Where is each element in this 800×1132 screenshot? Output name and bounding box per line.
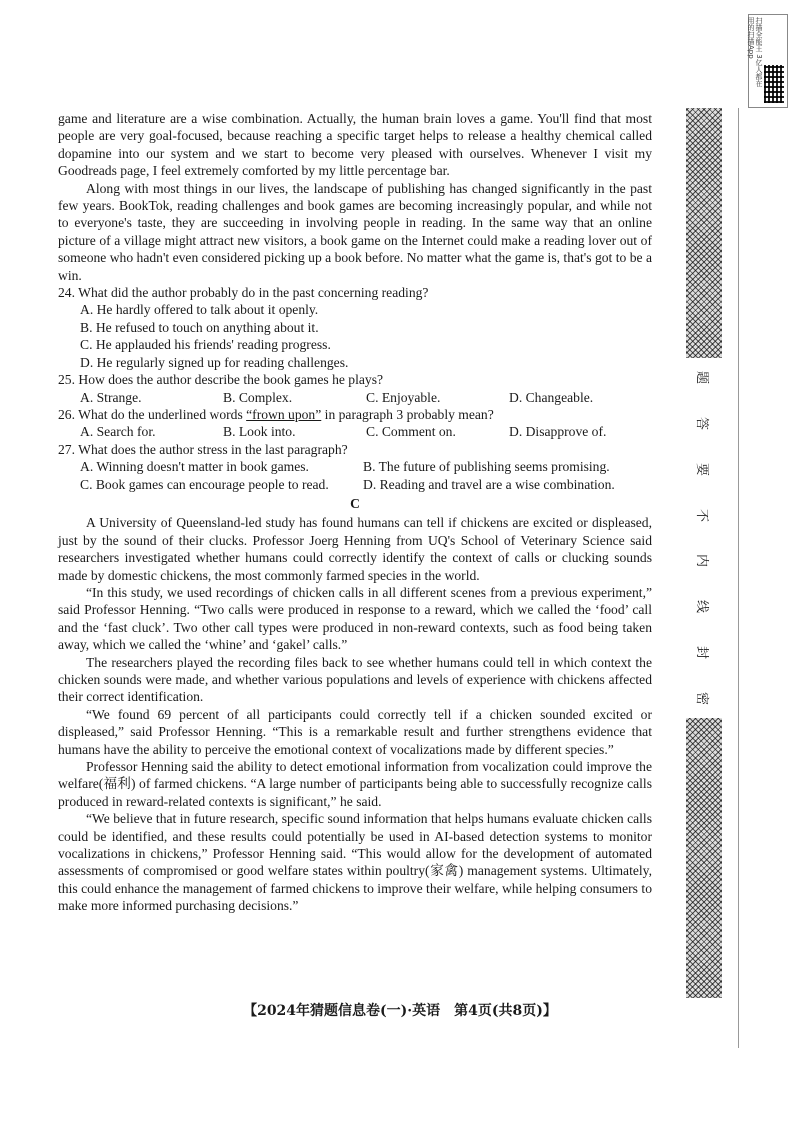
question-26-option-b: B. Look into. [223, 424, 296, 440]
question-26-stem [58, 406, 652, 423]
question-27-option-b: B. The future of publishing seems promising. [363, 459, 610, 475]
underlined-phrase: “frown upon” [246, 406, 322, 422]
question-25-stem: 25. How does the author describe the book games he plays? [58, 372, 384, 388]
binding-char: 线 [694, 600, 710, 614]
question-27-option-c: C. Book games can encourage people to read. [80, 476, 329, 492]
question-27-stem: 27. What does the author stress in the last paragraph? [58, 441, 348, 457]
passage-paragraph: The researchers played the recording files back to see whether humans could tell in which context the chicken sounds were made, and whether various populations and levels of experience with chickens affected their correct identification. [58, 654, 652, 705]
question-24-option-c: C. He applauded his friends' reading progress. [80, 337, 331, 353]
passage-paragraph: Professor Henning said the ability to detect emotional information from vocalization could improve the welfare(福利) of farmed chickens. “A large number of participants being able to successfully recognize calls produced in reward-related contexts is significant,” he said. [58, 759, 652, 809]
passage-paragraph: “In this study, we used recordings of chicken calls in all different scenes from a previous experiment,” said Professor Henning. “Two calls were produced in response to a reward, which we called the ‘food’ call and the ‘fast cluck’. Two other call types were produced in non-reward contexts, such as food being taken away, which we called the ‘whine’ and ‘gakel’ calls.” [58, 584, 652, 653]
question-24-option-b: B. He refused to touch on anything about it. [80, 319, 319, 335]
binding-char: 内 [694, 554, 710, 568]
question-26-stem-pre: 26. What do the underlined words [58, 406, 247, 422]
question-26-stem-post: in paragraph 3 probably mean? [321, 406, 494, 422]
question-27-option-d: D. Reading and travel are a wise combination. [363, 476, 615, 492]
passage-paragraph: “We found 69 percent of all participants could correctly tell if a chicken sounded excited or displeased,” said Professor Henning. “This is a remarkable result and further strengthens evidence that humans have the ability to perceive the emotional context of vocalizations made by different species.” [58, 706, 652, 757]
question-24-option-a: A. He hardly offered to talk about it openly. [80, 302, 319, 318]
passage-paragraph: “We believe that in future research, specific sound information that helps humans evaluate chicken calls could be identified, and these results could potentially be used in AI-based detection systems to monitor vocalizations in chickens,” Professor Henning said. “This would allow for the development of automated assessments of compromised or good welfare states within poultry(家禽) management systems. Ultimately, this could enhance the management of farmed chickens to improve their welfare, while helping consumers to make more informed purchasing decisions.” [58, 811, 652, 914]
binding-char: 要 [694, 462, 710, 476]
passage-paragraph: Along with most things in our lives, the landscape of publishing has changed significantly in the past few years. BookTok, reading challenges and book games are becoming increasingly popular, and while not to everyone's taste, they are succeeding in involving people in reading. In the same way that an online picture of a village might attract new visitors, a book game on the Internet could make a reading lover out of someone who hadn't even considered picking up a book before. No matter what the game is, that's got to be a win. [58, 180, 652, 283]
main-text [58, 110, 652, 915]
scanner-logo-text: 扫描全能王 3亿人都在用的扫描App [747, 17, 763, 87]
question-26-option-c: C. Comment on. [366, 424, 456, 440]
question-26-options [58, 423, 652, 440]
binding-char: 不 [694, 508, 710, 522]
question-25-option-c: C. Enjoyable. [366, 389, 441, 405]
binding-char: 密 [694, 691, 710, 705]
binding-char: 题 [694, 370, 710, 385]
question-27-options-row-1 [58, 458, 652, 475]
binding-hatch-bottom [686, 718, 722, 998]
question-25-options [58, 389, 652, 406]
question-25-option-d: D. Changeable. [509, 389, 594, 405]
binding-strip [686, 108, 722, 1000]
page-footer: 【2024年猜题信息卷(一)·英语 第4页(共8页)】 [243, 1003, 557, 1019]
question-26-option-d: D. Disapprove of. [509, 424, 607, 440]
passage-paragraph: game and literature are a wise combination. Actually, the human brain loves a game. You'll find that most people are very goal-focused, because reaching a specific target helps to release a healthy chemical called dopamine into our system and we start to become very pleased with ourselves. Whenever I visit my Goodreads page, I feel extremely comforted by my little percentage bar. [58, 111, 652, 179]
binding-char: 封 [694, 646, 710, 660]
qr-code-icon [764, 65, 784, 103]
question-24-option-d: D. He regularly signed up for reading challenges. [80, 354, 349, 370]
binding-line [738, 108, 739, 1048]
section-heading: C [350, 495, 360, 511]
binding-hatch-top [686, 108, 722, 358]
question-24-stem: 24. What did the author probably do in the past concerning reading? [58, 285, 429, 301]
scanner-watermark [748, 14, 788, 108]
question-27-option-a: A. Winning doesn't matter in book games. [80, 459, 309, 475]
question-25-option-a: A. Strange. [80, 389, 142, 405]
question-25-option-b: B. Complex. [223, 389, 293, 405]
binding-warning [686, 368, 722, 708]
question-26-option-a: A. Search for. [80, 424, 156, 440]
question-27-options-row-2 [58, 476, 652, 493]
binding-char: 答 [694, 416, 710, 430]
passage-paragraph: A University of Queensland-led study has found humans can tell if chickens are excited or displeased, just by the sound of their clucks. Professor Joerg Henning from UQ's School of Veterinary Science said researchers investigated whether humans could correctly identify the context of calls or clucking sounds made by domestic chickens, the most commonly farmed species in the world. [58, 515, 652, 583]
